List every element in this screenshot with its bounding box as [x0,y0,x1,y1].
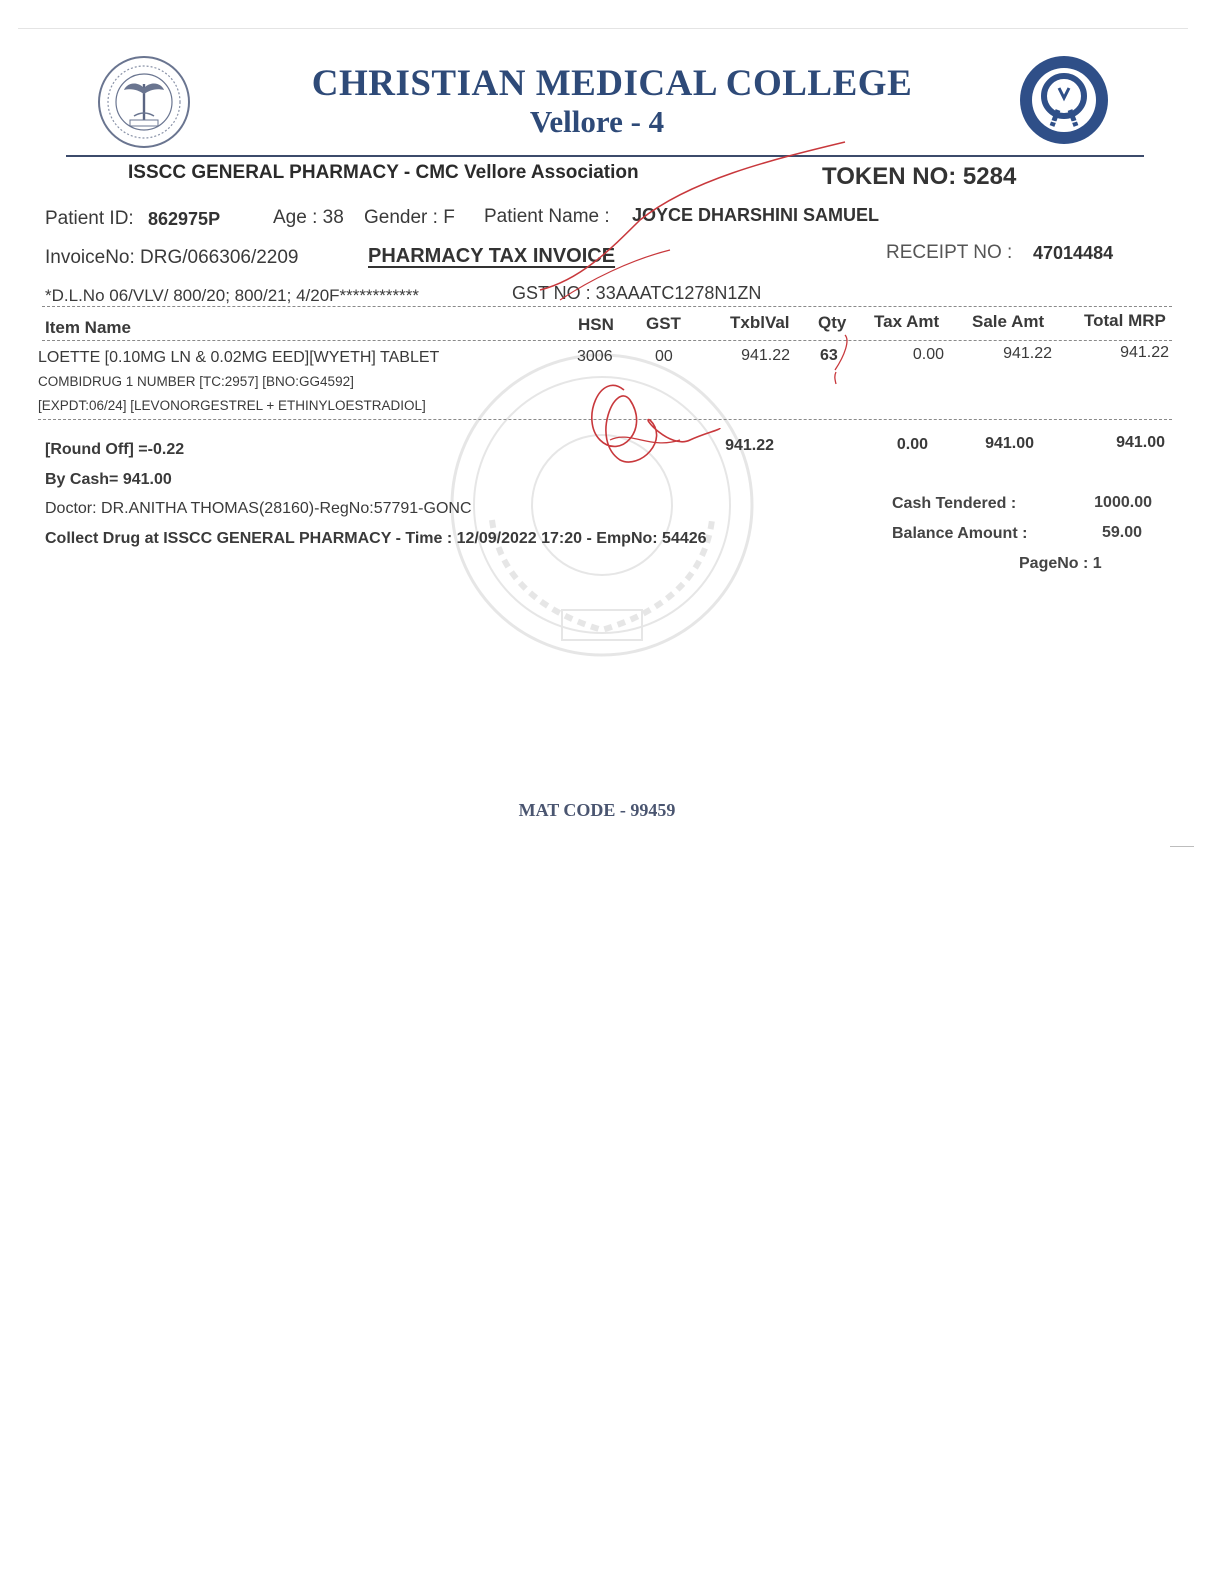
total-mrp: 941.00 [1116,434,1165,451]
patient-age: Age : 38 [273,207,344,228]
receipt-value: 47014484 [1033,243,1114,263]
balance-label: Balance Amount : [892,525,1028,542]
invoice-number: InvoiceNo: DRG/066306/2209 [45,247,299,268]
col-header-gst: GST [646,314,681,333]
item-name: LOETTE [0.10MG LN & 0.02MG EED][WYETH] TABLET [38,349,440,366]
col-header-mrp: Total MRP [1084,311,1166,330]
total-sale: 941.00 [985,435,1034,452]
balance-value: 59.00 [1101,524,1142,541]
gst-number: GST NO : 33AAATC1278N1ZN [512,283,762,303]
top-scan-line [18,28,1188,29]
col-header-tax: Tax Amt [874,312,940,331]
token-number: TOKEN NO: 5284 [822,163,1017,190]
round-off: [Round Off] =-0.22 [45,441,185,458]
col-header-sale: Sale Amt [972,312,1045,331]
patient-name-label: Patient Name : [484,206,610,227]
margin-mark [1170,846,1194,847]
col-header-qty: Qty [818,313,847,332]
institution-location: Vellore - 4 [529,104,665,139]
page-number: PageNo : 1 [1019,555,1102,572]
item-gst: 00 [655,348,673,365]
item-mrp: 941.22 [1120,344,1169,361]
institution-title: CHRISTIAN MEDICAL COLLEGE [311,63,913,104]
by-cash: By Cash= 941.00 [45,471,172,488]
item-tax: 0.00 [912,346,944,363]
receipt-label: RECEIPT NO : [886,242,1013,263]
patient-id-label: Patient ID: [45,208,134,229]
col-header-txblval: TxblVal [730,313,790,332]
item-txblval: 941.22 [741,347,790,364]
patient-gender: Gender : F [364,207,455,228]
collect-drug-info: Collect Drug at ISSCC GENERAL PHARMACY - Time : 12/09/2022 17:20 - EmpNo: 54426 [45,530,707,547]
total-tax: 0.00 [896,436,928,453]
dl-number: *D.L.No 06/VLV/ 800/20; 800/21; 4/20F************ [45,286,419,305]
col-header-hsn: HSN [578,315,614,334]
total-txblval: 941.22 [725,437,774,454]
cash-tendered-label: Cash Tendered : [892,495,1017,512]
item-sale: 941.22 [1003,345,1052,362]
invoice-title: PHARMACY TAX INVOICE [368,245,616,267]
item-hsn: 3006 [577,348,613,365]
mat-code: MAT CODE - 99459 [518,800,676,820]
col-header-item: Item Name [45,318,131,337]
item-detail-line3: [EXPDT:06/24] [LEVONORGESTREL + ETHINYLOESTRADIOL] [38,398,426,413]
patient-name-value: JOYCE DHARSHINI SAMUEL [632,205,880,225]
cash-tendered-value: 1000.00 [1094,494,1152,511]
item-qty: 63 [820,347,838,364]
signature-mark [520,140,860,500]
doctor-info: Doctor: DR.ANITHA THOMAS(28160)-RegNo:57791-GONC [45,500,472,517]
pharmacy-name: ISSCC GENERAL PHARMACY - CMC Vellore Association [128,162,639,183]
item-detail-line2: COMBIDRUG 1 NUMBER [TC:2957] [BNO:GG4592] [38,374,354,389]
patient-id-value: 862975P [148,209,221,229]
